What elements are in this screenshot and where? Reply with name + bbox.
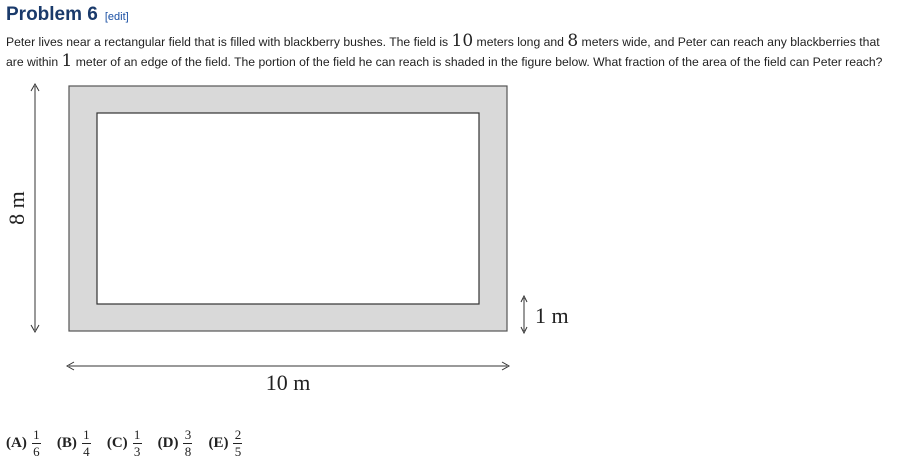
statement-text-2: meters long and: [473, 35, 568, 49]
choice-d: [158, 428, 193, 459]
choice-letter: (B): [56, 435, 77, 451]
answer-choices: [6, 428, 258, 459]
fraction-denominator: 8: [184, 444, 192, 459]
choice-letter: (E): [208, 435, 229, 451]
fraction-numerator: 2: [234, 427, 242, 442]
choice-fraction: [133, 428, 142, 459]
fraction-numerator: 1: [83, 427, 90, 442]
field-inner-rect: [97, 113, 479, 304]
fraction-numerator: 1: [133, 427, 141, 442]
choice-letter: (C): [106, 435, 128, 451]
choice-fraction: [82, 428, 91, 459]
fraction-denominator: 6: [33, 444, 40, 459]
width-arrow: [67, 362, 509, 370]
fraction-denominator: 4: [83, 444, 90, 459]
choice-a: [6, 428, 41, 459]
choice-fraction: [32, 428, 41, 459]
choice-fraction: [233, 428, 242, 459]
edit-link[interactable]: [edit]: [104, 11, 129, 23]
statement-text-1: Peter lives near a rectangular field that is filled with blackberry bushes. The field is: [6, 35, 452, 49]
choice-c: [107, 428, 142, 459]
fraction-denominator: 5: [234, 444, 242, 459]
fraction-numerator: 3: [184, 427, 192, 442]
statement-text-3: meters wide, and Peter can reach any blackberries that are within: [6, 35, 880, 69]
choice-e: [208, 428, 242, 459]
statement-text-4: meter of an edge of the field. The portion of the field he can reach is shaded in the figure below. What fraction of the area of the field can Peter reach?: [72, 55, 883, 69]
field-length-number: 10: [451, 31, 474, 51]
fraction-denominator: 3: [133, 444, 141, 459]
border-arrow: [521, 296, 527, 333]
fraction-numerator: 1: [33, 427, 40, 442]
problem-title: Problem 6: [6, 4, 98, 25]
choice-letter: (A): [6, 435, 27, 451]
reach-distance-number: 1: [61, 51, 73, 71]
border-label: 1 m: [535, 303, 569, 328]
height-arrow: [31, 84, 39, 332]
choice-b: [57, 428, 91, 459]
width-label: 10 m: [265, 370, 311, 395]
field-width-number: 8: [567, 31, 579, 51]
choice-fraction: [183, 428, 192, 459]
height-label: 8 m: [4, 191, 29, 225]
choice-letter: (D): [157, 435, 179, 451]
